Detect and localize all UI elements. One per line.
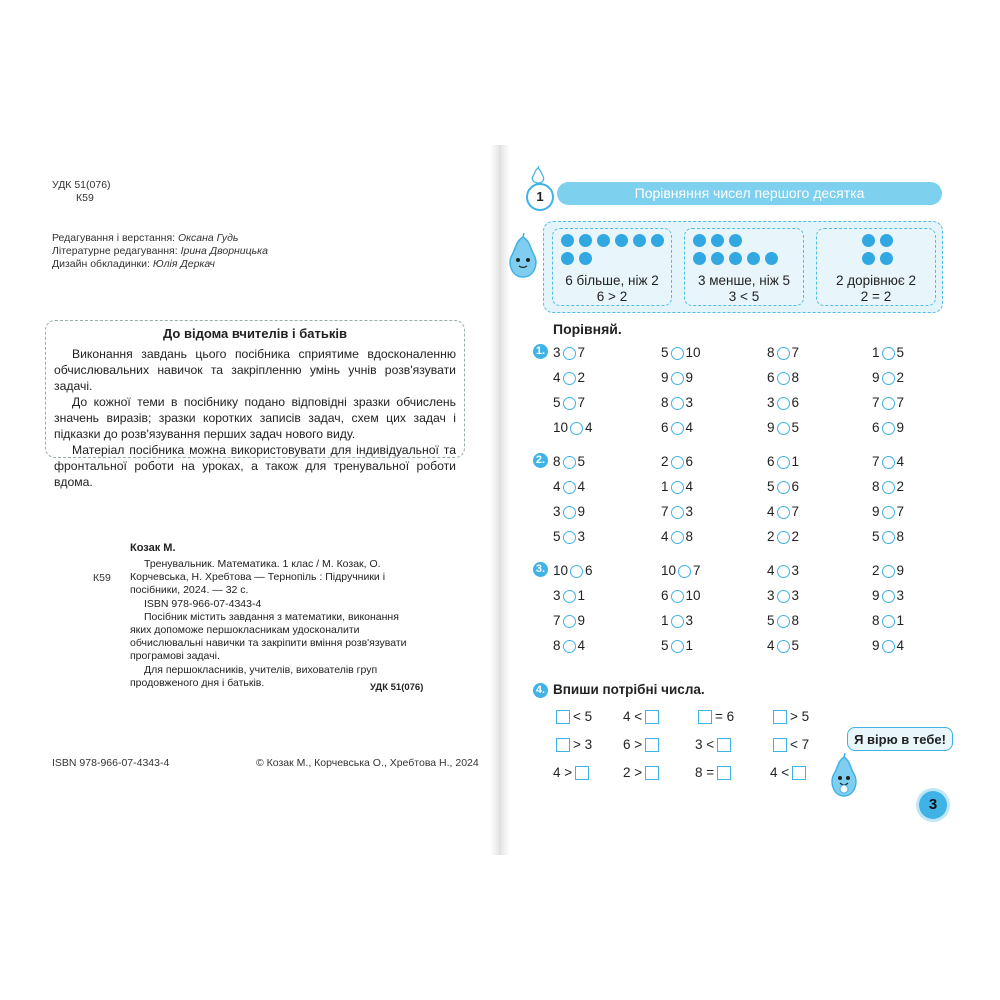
answer-circle[interactable] [777, 456, 790, 469]
right-number: 2 [577, 370, 586, 385]
comparison-item [872, 454, 904, 469]
counter-dot [862, 234, 875, 247]
comparison-item [661, 479, 693, 494]
left-number: 4 [661, 529, 669, 544]
fill-in-item [695, 765, 734, 780]
right-number: 7 [693, 563, 701, 578]
fill-in-item [553, 709, 592, 724]
info-paragraph: Матеріал посібника можна використовувати для індивідуальної та фронтальної роботи на уроках, а також для тренувальної роботи вдома. [54, 443, 456, 489]
counter-dot [862, 252, 875, 265]
comparison-item [767, 529, 799, 544]
prefix-text: 4 > [553, 765, 573, 780]
answer-circle[interactable] [777, 565, 790, 578]
answer-circle[interactable] [570, 565, 583, 578]
bib-line: Для першокласників, учителів, вихователів груп продовженого дня і батьків. [130, 663, 378, 689]
exercise-number: 2. [533, 453, 548, 468]
left-number: 6 [872, 420, 880, 435]
exercise-number: 4. [533, 683, 548, 698]
left-number: 9 [661, 370, 669, 385]
fill-in-item [623, 737, 662, 752]
comparison-item [872, 370, 904, 385]
left-number: 2 [872, 563, 880, 578]
credit-line-3: Дизайн обкладинки: Юлія Деркач [52, 258, 215, 270]
counter-dot [651, 234, 664, 247]
right-number: 1 [685, 638, 694, 653]
answer-box[interactable] [556, 738, 570, 752]
example-text: 6 більше, ніж 2 [565, 273, 659, 288]
comparison-item [553, 504, 585, 519]
answer-box[interactable] [645, 738, 659, 752]
right-number: 4 [577, 638, 586, 653]
right-number: 4 [896, 454, 905, 469]
answer-circle[interactable] [777, 397, 790, 410]
left-number: 9 [872, 638, 880, 653]
right-number: 7 [791, 345, 800, 360]
comparison-item [661, 420, 693, 435]
answer-circle[interactable] [882, 456, 895, 469]
counter-dot [729, 252, 742, 265]
counter-dot [693, 234, 706, 247]
examples-box [543, 221, 943, 313]
right-number: 1 [896, 613, 905, 628]
right-number: 3 [896, 588, 905, 603]
comparison-item [872, 420, 904, 435]
right-number: 5 [577, 454, 586, 469]
left-number: 1 [661, 613, 669, 628]
right-number: 4 [896, 638, 905, 653]
prefix-text: 4 < [770, 765, 790, 780]
prefix-text: 8 = [695, 765, 715, 780]
exercise-number: 1. [533, 344, 548, 359]
answer-circle[interactable] [678, 565, 691, 578]
counter-dot [711, 234, 724, 247]
left-number: 4 [767, 504, 775, 519]
right-number: 4 [685, 479, 694, 494]
answer-circle[interactable] [563, 397, 576, 410]
comparison-item [872, 395, 904, 410]
left-number: 7 [872, 395, 880, 410]
answer-circle[interactable] [563, 590, 576, 603]
comparison-item [553, 563, 593, 578]
right-number: 3 [791, 563, 800, 578]
right-number: 9 [896, 563, 905, 578]
comparison-item [553, 345, 585, 360]
topic-title: Порівняння чисел першого десятка [557, 182, 942, 205]
comparison-item [767, 504, 799, 519]
comparison-item [872, 563, 904, 578]
comparison-item [767, 563, 799, 578]
left-number: 3 [767, 395, 775, 410]
comparison-item [661, 563, 701, 578]
counter-dot [597, 234, 610, 247]
comparison-item [767, 454, 799, 469]
answer-circle[interactable] [882, 640, 895, 653]
answer-box[interactable] [792, 766, 806, 780]
answer-circle[interactable] [671, 590, 684, 603]
left-number: 5 [767, 613, 775, 628]
answer-box[interactable] [698, 710, 712, 724]
answer-circle[interactable] [671, 531, 684, 544]
fill-in-item [770, 765, 809, 780]
right-number: 8 [791, 370, 800, 385]
comparison-item [553, 613, 585, 628]
comparison-item [661, 395, 693, 410]
example-text: 2 дорівнює 2 [835, 273, 917, 288]
right-number: 4 [577, 479, 586, 494]
answer-circle[interactable] [777, 640, 790, 653]
answer-circle[interactable] [882, 481, 895, 494]
right-number: 7 [896, 504, 905, 519]
right-number: 8 [896, 529, 905, 544]
right-number: 3 [577, 529, 586, 544]
counter-dot [729, 234, 742, 247]
right-number: 1 [577, 588, 586, 603]
left-number: 4 [767, 638, 775, 653]
answer-circle[interactable] [882, 397, 895, 410]
answer-circle[interactable] [570, 422, 583, 435]
right-number: 6 [685, 454, 694, 469]
right-number: 10 [685, 345, 701, 360]
comparison-item [767, 420, 799, 435]
credit-line-1: Редагування і верстання: Оксана Гудь [52, 232, 239, 244]
left-number: 6 [661, 420, 669, 435]
left-number: 10 [553, 563, 569, 578]
left-number: 5 [661, 638, 669, 653]
answer-circle[interactable] [882, 565, 895, 578]
comparison-item [553, 395, 585, 410]
left-number: 8 [872, 479, 880, 494]
left-number: 10 [553, 420, 569, 435]
comparison-item [872, 504, 904, 519]
answer-circle[interactable] [777, 590, 790, 603]
left-number: 8 [661, 395, 669, 410]
counter-dot [561, 234, 574, 247]
counter-dot [880, 234, 893, 247]
section-label: Порівняй. [553, 321, 622, 337]
right-number: 1 [791, 454, 800, 469]
answer-circle[interactable] [882, 590, 895, 603]
info-box [45, 320, 465, 489]
bib-author: Козак М. [130, 542, 176, 554]
comparison-item [661, 370, 693, 385]
counter-dot [765, 252, 778, 265]
right-number: 7 [577, 395, 586, 410]
example-greater [552, 228, 672, 306]
right-number: 5 [791, 420, 800, 435]
comparison-item [767, 638, 799, 653]
counter-dot [711, 252, 724, 265]
fill-in-item [770, 709, 809, 724]
right-number: 4 [685, 420, 694, 435]
answer-circle[interactable] [777, 372, 790, 385]
right-number: 8 [685, 529, 694, 544]
comparison-item [553, 370, 585, 385]
comparison-item [872, 638, 904, 653]
answer-circle[interactable] [777, 531, 790, 544]
answer-box[interactable] [717, 766, 731, 780]
bib-line: Тренувальник. Математика. 1 клас / М. Козак, О. Корчевська, Н. Хребтова — Тернопіль : Підручники і посібники, 2024. — 32 с. [130, 558, 386, 597]
right-number: 9 [896, 420, 905, 435]
right-number: 3 [791, 588, 800, 603]
left-number: 8 [553, 454, 561, 469]
answer-circle[interactable] [563, 347, 576, 360]
right-number: 7 [896, 395, 905, 410]
fill-in-item [770, 737, 809, 752]
left-number: 5 [872, 529, 880, 544]
comparison-item [767, 370, 799, 385]
comparison-item [661, 613, 693, 628]
bib-isbn: ISBN 978-966-07-4343-4 [144, 597, 262, 610]
answer-box[interactable] [773, 710, 787, 724]
task4-label: Впиши потрібні числа. [553, 682, 705, 697]
left-number: 4 [767, 563, 775, 578]
answer-circle[interactable] [882, 615, 895, 628]
right-number: 4 [585, 420, 593, 435]
bibliographic-record [130, 558, 420, 690]
answer-circle[interactable] [671, 615, 684, 628]
encouragement-bubble: Я вірю в тебе! [847, 727, 953, 751]
comparison-item [553, 529, 585, 544]
copyright: © Козак М., Корчевська О., Хребтова Н., 2024 [256, 757, 479, 769]
bib-line: Посібник містить завдання з математики, виконання яких допоможе першокласникам удосконалити обчислювальні навички та закріпити вміння розв'язувати програмові задачі. [130, 610, 407, 663]
answer-box[interactable] [556, 710, 570, 724]
left-number: 3 [553, 345, 561, 360]
udk-code: УДК 51(076) [52, 179, 111, 191]
left-number: 6 [767, 454, 775, 469]
example-less [684, 228, 804, 306]
answer-box[interactable] [645, 710, 659, 724]
comparison-item [872, 479, 904, 494]
exercise-number: 3. [533, 562, 548, 577]
k59-code: К59 [76, 192, 94, 204]
answer-circle[interactable] [882, 422, 895, 435]
suffix-text: > 5 [790, 709, 810, 724]
example-equal [816, 228, 936, 306]
comparison-item [872, 345, 904, 360]
bib-udk: УДК 51(076) [370, 682, 424, 693]
answer-circle[interactable] [882, 506, 895, 519]
answer-box[interactable] [645, 766, 659, 780]
right-number: 3 [685, 504, 694, 519]
left-number: 7 [553, 613, 561, 628]
left-number: 6 [661, 588, 669, 603]
answer-circle[interactable] [671, 506, 684, 519]
comparison-item [767, 479, 799, 494]
prefix-text: 3 < [695, 737, 715, 752]
fill-in-item [553, 737, 592, 752]
answer-circle[interactable] [671, 347, 684, 360]
right-number: 9 [577, 613, 586, 628]
left-number: 2 [767, 529, 775, 544]
answer-box[interactable] [717, 738, 731, 752]
comparison-item [661, 529, 693, 544]
right-number: 2 [896, 370, 905, 385]
comparison-item [553, 479, 585, 494]
comparison-item [767, 613, 799, 628]
counter-dot [579, 252, 592, 265]
answer-circle[interactable] [671, 456, 684, 469]
right-number: 6 [585, 563, 593, 578]
info-title: До відома вчителів і батьків [163, 326, 347, 341]
comparison-item [872, 529, 904, 544]
example-text: 3 менше, ніж 5 [697, 273, 791, 288]
pear-icon [530, 166, 546, 184]
answer-circle[interactable] [777, 506, 790, 519]
comparison-item [553, 638, 585, 653]
answer-circle[interactable] [563, 531, 576, 544]
comparison-item [661, 504, 693, 519]
suffix-text: > 3 [573, 737, 593, 752]
answer-circle[interactable] [671, 397, 684, 410]
comparison-item [661, 638, 693, 653]
right-number: 10 [685, 588, 701, 603]
answer-circle[interactable] [777, 347, 790, 360]
suffix-text: < 7 [790, 737, 810, 752]
fill-in-item [695, 737, 734, 752]
right-number: 5 [896, 345, 905, 360]
comparison-item [553, 454, 585, 469]
right-number: 2 [791, 529, 800, 544]
answer-circle[interactable] [563, 372, 576, 385]
right-number: 6 [791, 395, 800, 410]
left-number: 5 [661, 345, 669, 360]
left-number: 5 [767, 479, 775, 494]
answer-circle[interactable] [671, 481, 684, 494]
left-number: 9 [767, 420, 775, 435]
answer-circle[interactable] [563, 481, 576, 494]
suffix-text: < 5 [573, 709, 593, 724]
right-number: 7 [791, 504, 800, 519]
comparison-item [661, 454, 693, 469]
left-number: 8 [553, 638, 561, 653]
answer-circle[interactable] [882, 531, 895, 544]
prefix-text: 4 < [623, 709, 643, 724]
comparison-item [661, 345, 701, 360]
answer-circle[interactable] [882, 347, 895, 360]
comparison-item [872, 588, 904, 603]
comparison-item [767, 395, 799, 410]
left-number: 1 [872, 345, 880, 360]
prefix-text: 6 > [623, 737, 643, 752]
credit-line-2: Літературне редагування: Ірина Дворницька [52, 245, 268, 257]
fill-in-item [553, 765, 592, 780]
left-number: 10 [661, 563, 677, 578]
answer-circle[interactable] [777, 481, 790, 494]
pear-mascot-icon [503, 233, 543, 281]
comparison-item [767, 345, 799, 360]
answer-circle[interactable] [777, 422, 790, 435]
info-paragraph: Виконання завдань цього посібника сприятиме вдосконаленню обчислювальних навичок та закріпленню умінь учнів розв'язувати задачі. [54, 347, 456, 393]
topic-number: 1 [526, 183, 554, 211]
left-number: 7 [661, 504, 669, 519]
right-number: 9 [577, 504, 586, 519]
counter-dot [633, 234, 646, 247]
right-number: 8 [791, 613, 800, 628]
right-number: 2 [896, 479, 905, 494]
left-number: 2 [661, 454, 669, 469]
suffix-text: = 6 [715, 709, 735, 724]
left-number: 9 [872, 504, 880, 519]
counter-dot [615, 234, 628, 247]
answer-circle[interactable] [563, 615, 576, 628]
left-number: 3 [767, 588, 775, 603]
comparison-item [767, 588, 799, 603]
info-paragraph: До кожної теми в посібнику подано відповідні зразки обчислень значень виразів; зразки коротких записів задач, схем цих задач і підказки до розв'язування перших задач нового виду. [54, 395, 456, 441]
info-text [54, 346, 456, 490]
right-number: 9 [685, 370, 694, 385]
answer-circle[interactable] [671, 640, 684, 653]
answer-circle[interactable] [563, 506, 576, 519]
fill-in-item [695, 709, 734, 724]
counter-dot [561, 252, 574, 265]
left-number: 9 [872, 370, 880, 385]
left-number: 4 [553, 479, 561, 494]
answer-box[interactable] [575, 766, 589, 780]
left-number: 6 [767, 370, 775, 385]
fill-in-item [623, 765, 662, 780]
left-number: 8 [872, 613, 880, 628]
left-number: 9 [872, 588, 880, 603]
counter-dot [693, 252, 706, 265]
left-number: 4 [553, 370, 561, 385]
comparison-item [553, 588, 585, 603]
page-number: 3 [919, 791, 947, 819]
right-number: 7 [577, 345, 586, 360]
left-number: 5 [553, 529, 561, 544]
isbn-footer: ISBN 978-966-07-4343-4 [52, 757, 170, 769]
example-expr: 6 > 2 [596, 289, 628, 304]
comparison-item [553, 420, 593, 435]
left-number: 8 [767, 345, 775, 360]
prefix-text: 2 > [623, 765, 643, 780]
fill-in-item [623, 709, 662, 724]
comparison-item [661, 588, 701, 603]
right-number: 5 [791, 638, 800, 653]
answer-circle[interactable] [671, 422, 684, 435]
left-number: 7 [872, 454, 880, 469]
right-number: 6 [791, 479, 800, 494]
pear-mascot-icon [826, 752, 862, 800]
answer-circle[interactable] [563, 456, 576, 469]
answer-circle[interactable] [882, 372, 895, 385]
answer-circle[interactable] [671, 372, 684, 385]
left-number: 5 [553, 395, 561, 410]
left-number: 1 [661, 479, 669, 494]
example-expr: 2 = 2 [860, 289, 892, 304]
right-number: 3 [685, 395, 694, 410]
bib-code: К59 [93, 572, 111, 584]
counter-dot [747, 252, 760, 265]
left-number: 3 [553, 504, 561, 519]
answer-circle[interactable] [777, 615, 790, 628]
example-expr: 3 < 5 [728, 289, 760, 304]
comparison-item [872, 613, 904, 628]
answer-circle[interactable] [563, 640, 576, 653]
counter-dot [880, 252, 893, 265]
counter-dot [579, 234, 592, 247]
right-number: 3 [685, 613, 694, 628]
left-number: 3 [553, 588, 561, 603]
answer-box[interactable] [773, 738, 787, 752]
